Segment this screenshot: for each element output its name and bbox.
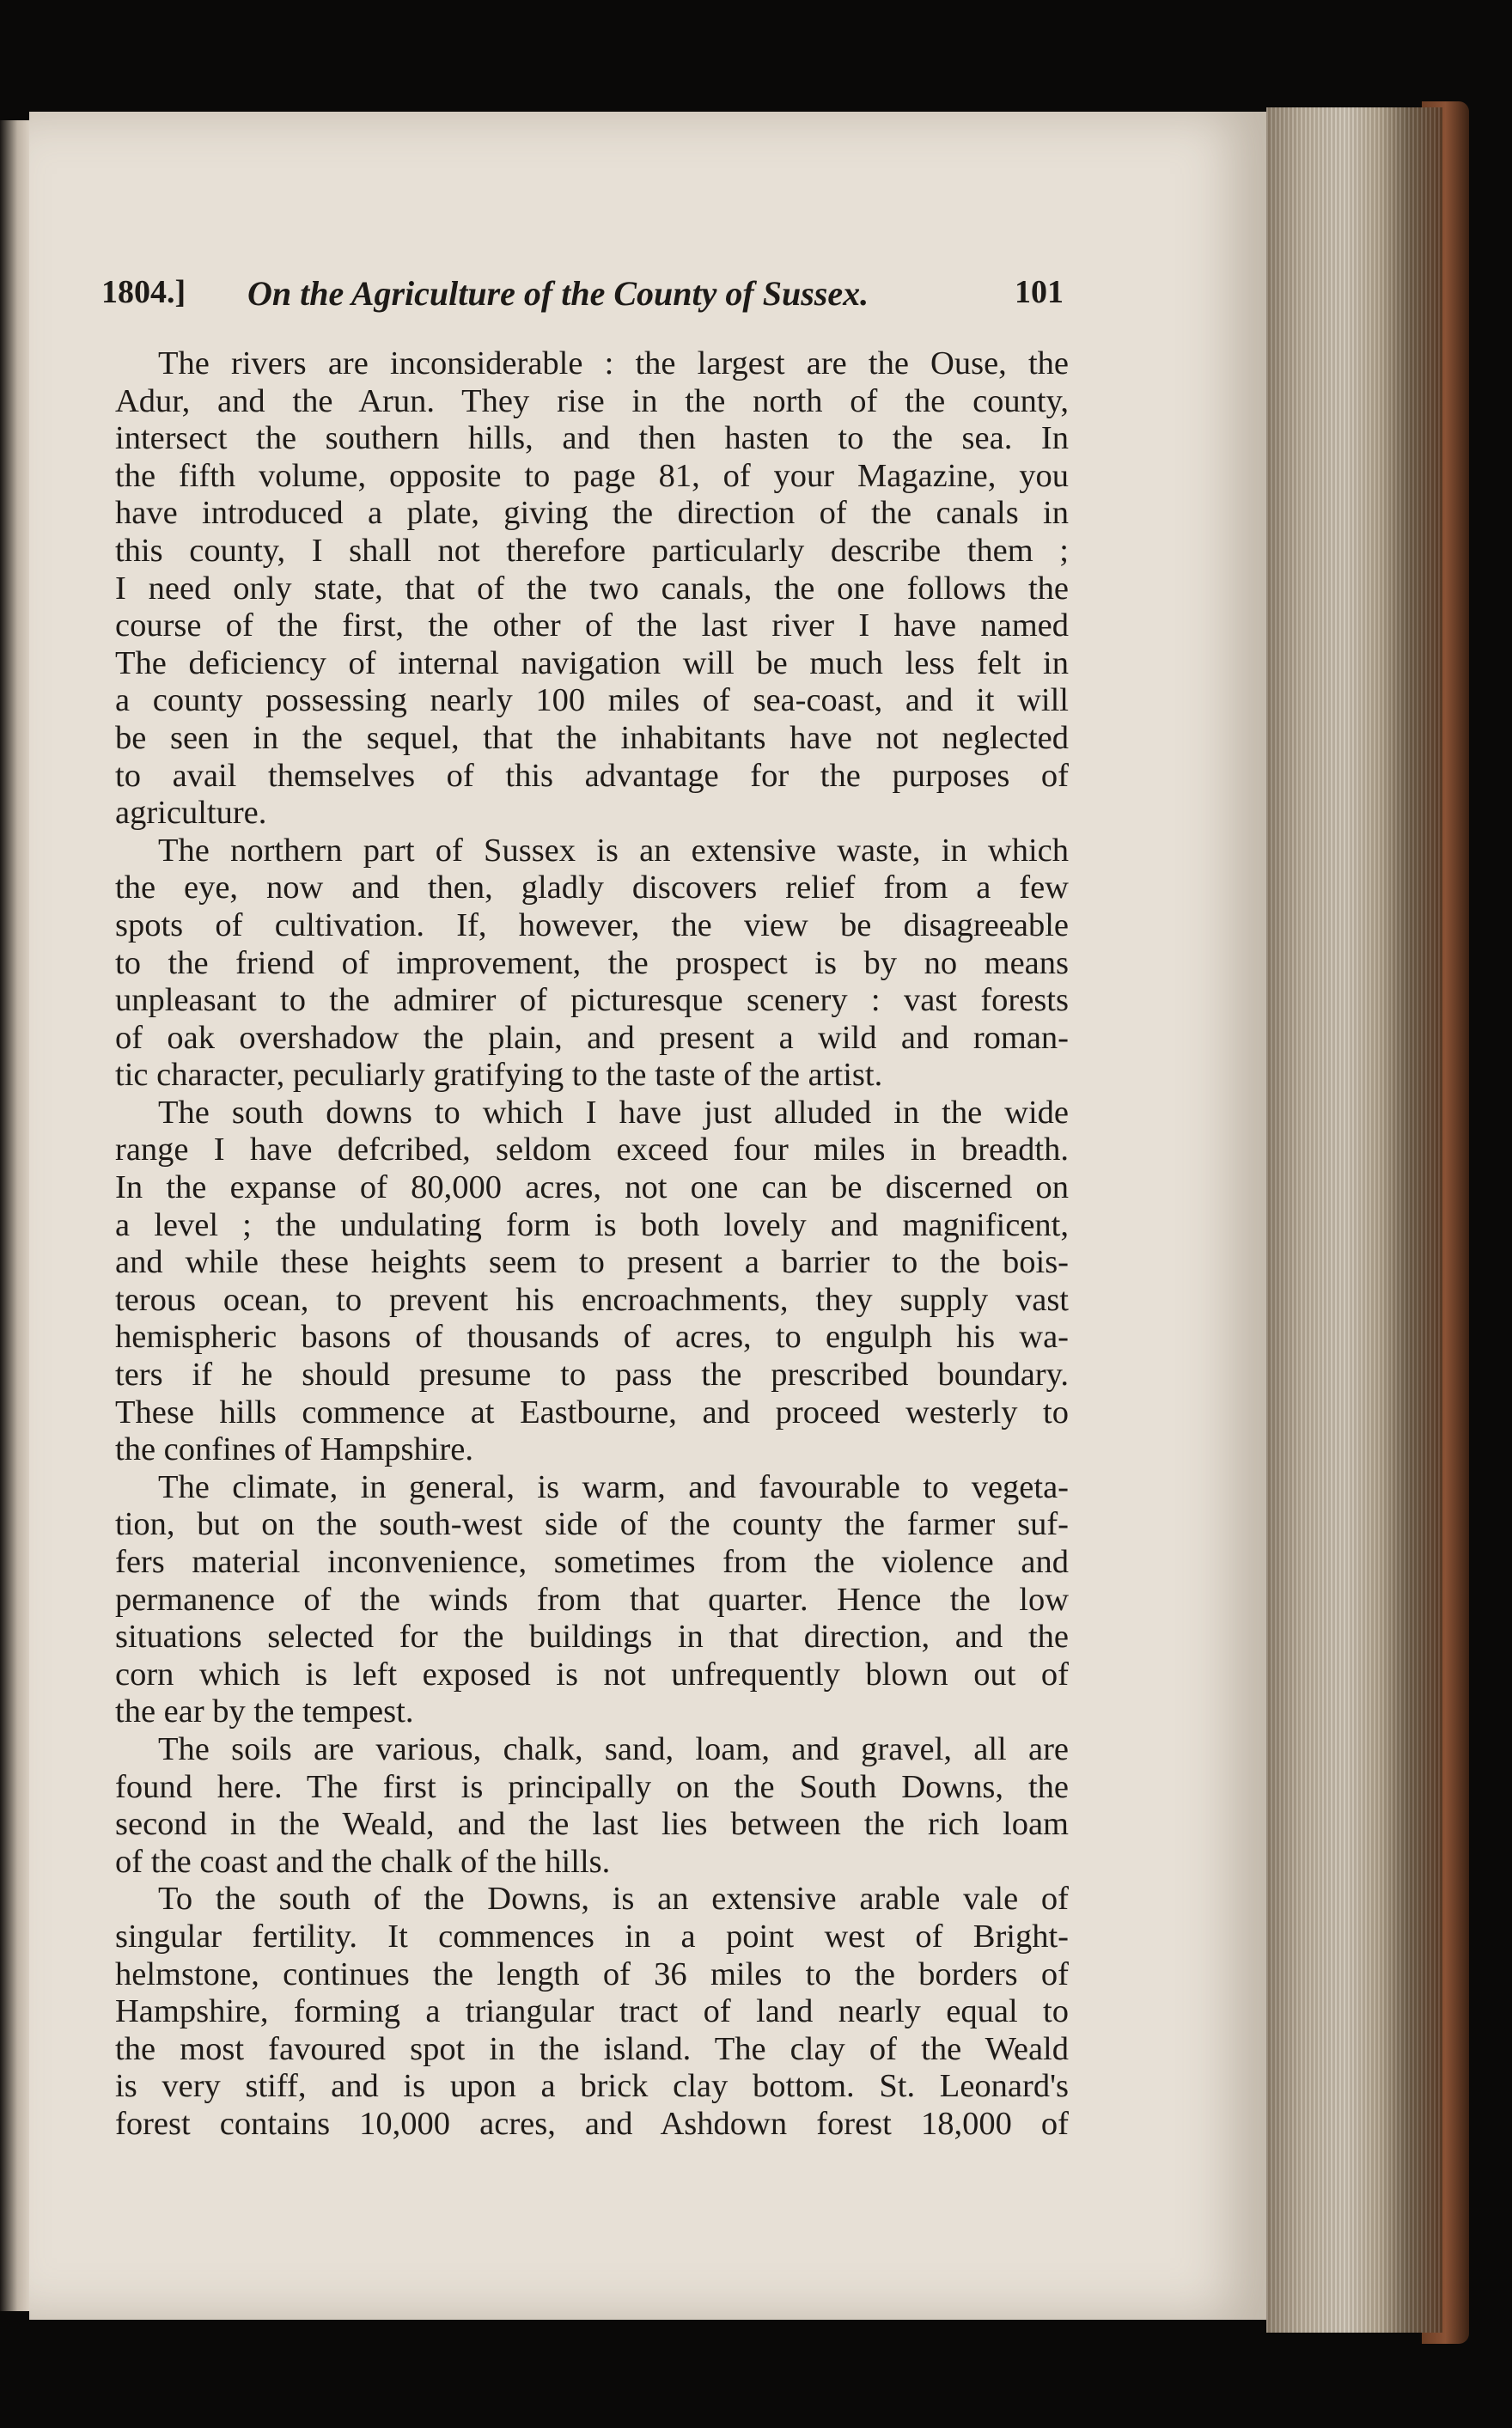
text-line: be seen in the sequel, that the inhabitants have not neglected (115, 719, 1069, 756)
text-line: hemispheric basons of thousands of acres, to engulph his wa- (115, 1319, 1069, 1356)
text-line: tic character, peculiarly gratifying to the taste of the artist. (115, 1057, 883, 1094)
text-line: The climate, in general, is warm, and favourable to vegeta- (158, 1468, 1069, 1505)
text-line: second in the Weald, and the last lies between the rich loam (115, 1806, 1069, 1843)
text-line: agriculture. (115, 795, 267, 832)
body-text (115, 345, 1069, 2144)
text-line: situations selected for the buildings in that direction, and the (115, 1619, 1069, 1656)
text-line: To the south of the Downs, is an extensive arable vale of (158, 1881, 1069, 1918)
page-fore-edge (1266, 107, 1442, 2333)
text-line: the fifth volume, opposite to page 81, of your Magazine, you (115, 457, 1069, 494)
text-line: the most favoured spot in the island. The clay of the Weald (115, 2030, 1069, 2067)
text-line: range I have defcribed, seldom exceed four miles in breadth. (115, 1132, 1069, 1168)
text-line: the ear by the tempest. (115, 1693, 414, 1730)
text-line: fers material inconvenience, sometimes from the violence and (115, 1544, 1069, 1580)
text-line: this county, I shall not therefore particularly describe them ; (115, 532, 1069, 569)
text-line: The northern part of Sussex is an extensive waste, in which (158, 832, 1069, 869)
text-line: The soils are various, chalk, sand, loam, and gravel, all are (158, 1730, 1069, 1767)
text-line: Hampshire, forming a triangular tract of land nearly equal to (115, 1993, 1069, 2030)
text-line: terous ocean, to prevent his encroachments, they supply vast (115, 1281, 1069, 1318)
text-line: helmstone, continues the length of 36 miles to the borders of (115, 1955, 1069, 1992)
text-line: corn which is left exposed is not unfrequently blown out of (115, 1656, 1069, 1693)
text-line: the confines of Hampshire. (115, 1431, 473, 1468)
text-line: singular fertility. It commences in a point west of Bright- (115, 1918, 1069, 1955)
text-line: to the friend of improvement, the prospect is by no means (115, 944, 1069, 981)
text-line: The south downs to which I have just alluded in the wide (158, 1094, 1069, 1131)
text-line: Adur, and the Arun. They rise in the north of the county, (115, 382, 1069, 419)
text-line: intersect the southern hills, and then hasten to the sea. In (115, 420, 1069, 457)
text-line: course of the first, the other of the last river I have named (115, 607, 1069, 644)
text-line: In the expanse of 80,000 acres, not one can be discerned on (115, 1169, 1069, 1206)
text-line: The deficiency of internal navigation will be much less felt in (115, 644, 1069, 681)
text-line: of the coast and the chalk of the hills. (115, 1843, 611, 1880)
text-line: and while these heights seem to present a barrier to the bois- (115, 1244, 1069, 1281)
text-line: spots of cultivation. If, however, the view be disagreeable (115, 906, 1069, 943)
text-line: I need only state, that of the two canals, the one follows the (115, 570, 1069, 607)
text-line: The rivers are inconsiderable : the largest are the Ouse, the (158, 345, 1069, 381)
text-line: a level ; the undulating form is both lovely and magnificent, (115, 1206, 1069, 1243)
text-line: tion, but on the south-west side of the county the farmer suf- (115, 1506, 1069, 1543)
text-line: found here. The first is principally on the South Downs, the (115, 1768, 1069, 1805)
text-line: unpleasant to the admirer of picturesque scenery : vast forests (115, 982, 1069, 1019)
text-line: of oak overshadow the plain, and present a wild and roman- (115, 1019, 1069, 1056)
header-title: On the Agriculture of the County of Sussex. (247, 274, 869, 313)
running-header (101, 273, 1064, 325)
text-line: ters if he should presume to pass the prescribed boundary. (115, 1357, 1069, 1394)
left-page-edge (0, 120, 29, 2311)
text-line: These hills commence at Eastbourne, and proceed westerly to (115, 1394, 1069, 1431)
text-line: to avail themselves of this advantage for the purposes of (115, 757, 1069, 794)
text-line: have introduced a plate, giving the direction of the canals in (115, 495, 1069, 532)
text-line: a county possessing nearly 100 miles of sea-coast, and it will (115, 682, 1069, 719)
text-line: forest contains 10,000 acres, and Ashdown forest 18,000 of (115, 2105, 1069, 2142)
page-number: 101 (1015, 274, 1064, 310)
text-line: is very stiff, and is upon a brick clay bottom. St. Leonard's (115, 2068, 1069, 2105)
text-line: permanence of the winds from that quarter. Hence the low (115, 1581, 1069, 1618)
header-year: 1804.] (101, 274, 186, 310)
text-line: the eye, now and then, gladly discovers relief from a few (115, 869, 1069, 906)
